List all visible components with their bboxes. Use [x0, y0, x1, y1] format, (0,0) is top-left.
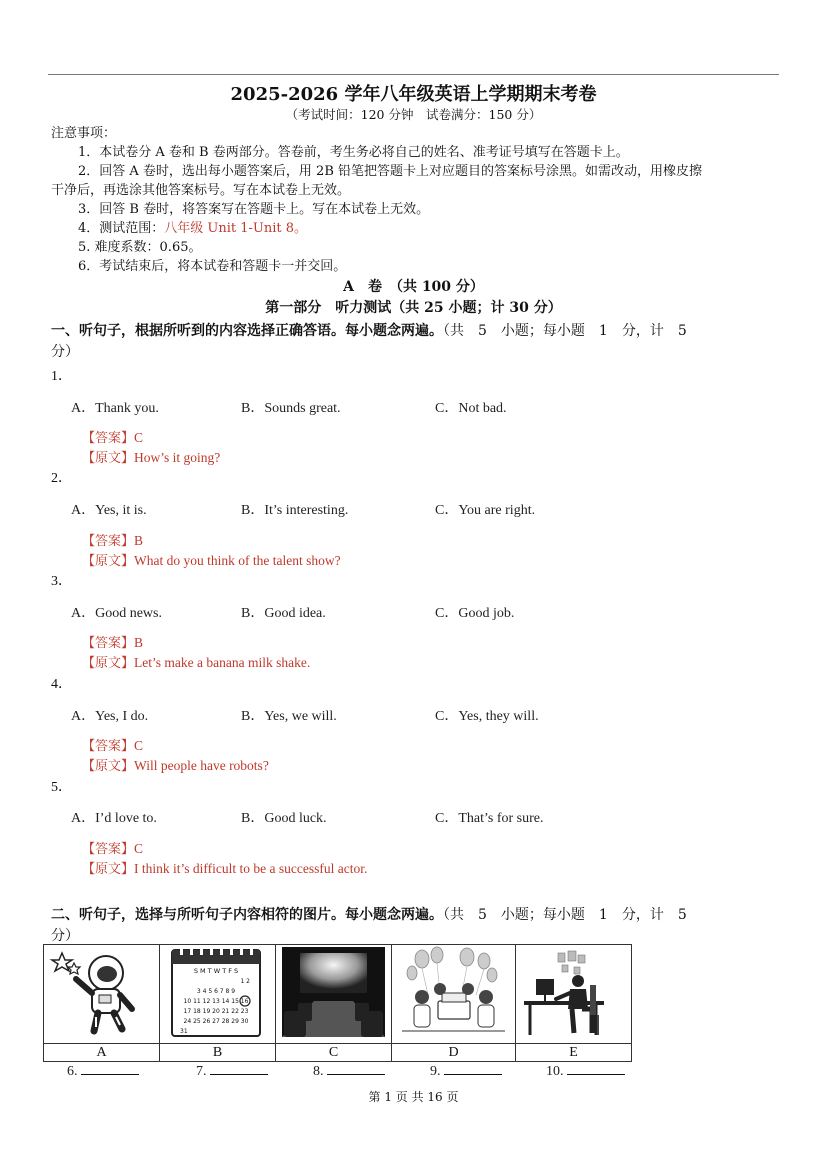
option-b: B．Good luck. — [241, 811, 327, 826]
exam-title: 2025-2026 学年八年级英语上学期期末考卷 — [230, 84, 597, 105]
source-text: I think it’s difficult to be a successful actor. — [134, 861, 368, 876]
option-c: C．That’s for sure. — [435, 811, 544, 826]
calendar-days: S M T W T F S — [193, 967, 239, 975]
picture-a — [44, 945, 160, 1044]
source-text: Will people have robots? — [134, 758, 269, 773]
section1-heading-rest: （共 5 小题；每小题 1 分，计 5 — [443, 323, 687, 339]
blank-number: 8. — [313, 1064, 324, 1079]
source-label: 【原文】 — [82, 862, 135, 877]
question-number: 1． — [51, 369, 72, 384]
source-line — [82, 858, 367, 877]
notice-heading: 注意事项： — [51, 126, 117, 141]
notice-item-4-label: 4．测试范围： — [78, 221, 165, 236]
source-text: Let’s make a banana milk shake. — [134, 655, 311, 670]
calendar-row-2: 3 4 5 6 7 8 9 — [196, 988, 236, 995]
section1-heading — [51, 320, 687, 340]
cinema-icon — [276, 945, 391, 1039]
source-label: 【原文】 — [82, 451, 135, 466]
option-c: C．Good job. — [435, 606, 515, 621]
source-line — [82, 755, 269, 774]
blank-number: 10. — [546, 1064, 564, 1079]
notice-item-4 — [78, 219, 307, 238]
section1-heading-cont: 分） — [51, 344, 79, 360]
answer-label: 【答案】 — [82, 739, 135, 754]
answer-label: 【答案】 — [82, 842, 135, 857]
calendar-row-6: 31 — [180, 1028, 188, 1035]
picture-b — [160, 945, 276, 1044]
answer-label: 【答案】 — [82, 534, 135, 549]
calendar-row-5: 24 25 26 27 28 29 30 — [183, 1018, 249, 1025]
answer-label: 【答案】 — [82, 431, 135, 446]
notice-item-2: 2．回答 A 卷时，选出每小题答案后，用 2B 铅笔把答题卡上对应题目的答案标号涂黑。如需改动，用橡皮擦 — [78, 164, 703, 179]
picture-c — [276, 945, 392, 1044]
answer-blank-6[interactable] — [67, 1062, 139, 1080]
computer-desk-icon — [516, 945, 631, 1039]
notice-item-4-scope: 八年级 Unit 1-Unit 8。 — [164, 221, 308, 236]
answer-value: C — [134, 841, 144, 856]
blank-number: 6. — [67, 1064, 78, 1079]
section2-heading-rest: （共 5 小题；每小题 1 分，计 5 — [443, 907, 687, 923]
option-b: B．Yes, we will. — [241, 709, 337, 724]
option-c: C．Yes, they will. — [435, 709, 539, 724]
answer-value: B — [134, 533, 144, 548]
source-label: 【原文】 — [82, 759, 135, 774]
notice-item-3: 3．回答 B 卷时，将答案写在答题卡上。写在本试卷上无效。 — [78, 202, 430, 217]
answer-value: C — [134, 738, 144, 753]
option-a: A．Yes, it is. — [71, 503, 147, 518]
question-number: 2． — [51, 471, 72, 486]
option-b: B．It’s interesting. — [241, 503, 349, 518]
astronaut-icon — [44, 945, 159, 1039]
blank-line[interactable] — [210, 1062, 268, 1075]
source-line — [82, 550, 341, 569]
answer-blank-10[interactable] — [546, 1062, 625, 1080]
option-a: A．Thank you. — [71, 401, 159, 416]
section2-heading-bold: 二、听句子，选择与所听句子内容相符的图片。每小题念两遍。 — [51, 907, 443, 923]
blank-number: 9. — [430, 1064, 441, 1079]
option-a: A．Yes, I do. — [71, 709, 149, 724]
option-c: C．Not bad. — [435, 401, 507, 416]
page-footer: 第 1 页 共 16 页 — [368, 1090, 459, 1104]
source-line — [82, 652, 310, 671]
notice-item-5: 5. 难度系数：0.65。 — [78, 240, 202, 255]
option-a: A．I’d love to. — [71, 811, 157, 826]
option-b: B．Good idea. — [241, 606, 326, 621]
top-rule — [48, 74, 779, 75]
picture-label-d: D — [392, 1044, 516, 1062]
section2-heading — [51, 904, 687, 924]
part-a-title: A 卷 （共 100 分） — [343, 279, 484, 295]
source-text: What do you think of the talent show? — [134, 553, 341, 568]
picture-label-e: E — [516, 1044, 632, 1062]
answer-value: C — [134, 430, 144, 445]
picture-d — [392, 945, 516, 1044]
section2-heading-cont: 分） — [51, 928, 79, 944]
answer-line — [82, 530, 143, 549]
party-icon — [392, 945, 515, 1039]
answer-blank-7[interactable] — [196, 1062, 268, 1080]
option-b: B．Sounds great. — [241, 401, 341, 416]
source-text: How’s it going? — [134, 450, 221, 465]
picture-table — [43, 944, 632, 1062]
notice-item-2-cont: 干净后，再选涂其他答案标号。写在本试卷上无效。 — [51, 183, 351, 198]
calendar-icon — [160, 945, 275, 1039]
picture-e — [516, 945, 632, 1044]
answer-blank-9[interactable] — [430, 1062, 502, 1080]
exam-subtitle: （考试时间：120 分钟 试卷满分：150 分） — [285, 107, 542, 122]
question-number: 5． — [51, 780, 72, 795]
calendar-row-4: 17 18 19 20 21 22 23 — [183, 1008, 249, 1015]
section1-heading-bold: 一、听句子，根据所听到的内容选择正确答语。每小题念两遍。 — [51, 323, 443, 339]
source-label: 【原文】 — [82, 554, 135, 569]
answer-line — [82, 838, 143, 857]
answer-label: 【答案】 — [82, 636, 135, 651]
blank-line[interactable] — [81, 1062, 139, 1075]
part-a-section-title: 第一部分 听力测试（共 25 小题；计 30 分） — [265, 300, 562, 316]
source-line — [82, 447, 220, 466]
question-number: 3． — [51, 574, 72, 589]
blank-line[interactable] — [444, 1062, 502, 1075]
answer-line — [82, 735, 143, 754]
answer-blank-8[interactable] — [313, 1062, 385, 1080]
picture-label-c: C — [276, 1044, 392, 1062]
calendar-row-3: 10 11 12 13 14 15 16 — [183, 998, 249, 1005]
blank-line[interactable] — [327, 1062, 385, 1075]
answer-value: B — [134, 635, 144, 650]
option-c: C．You are right. — [435, 503, 536, 518]
blank-number: 7. — [196, 1064, 207, 1079]
option-a: A．Good news. — [71, 606, 162, 621]
question-number: 4． — [51, 677, 72, 692]
answer-line — [82, 632, 143, 651]
picture-label-b: B — [160, 1044, 276, 1062]
picture-label-a: A — [44, 1044, 160, 1062]
calendar-row-1: 1 2 — [240, 978, 250, 985]
blank-line[interactable] — [567, 1062, 625, 1075]
notice-item-1: 1．本试卷分 A 卷和 B 卷两部分。答卷前，考生务必将自己的姓名、准考证号填写在答题卡上。 — [78, 145, 629, 160]
notice-item-6: 6．考试结束后，将本试卷和答题卡一并交回。 — [78, 259, 347, 274]
source-label: 【原文】 — [82, 656, 135, 671]
answer-line — [82, 427, 143, 446]
